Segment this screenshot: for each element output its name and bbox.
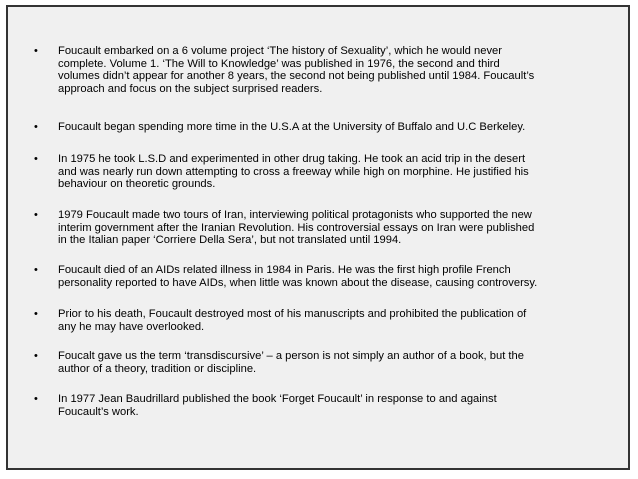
text-line: complete. Volume 1. ‘The Will to Knowledge’ was published in 1976, the second and third	[58, 57, 500, 70]
text-line: and was nearly run down attempting to cross a freeway while high on morphine. He justified his	[58, 165, 529, 178]
bullet-text	[58, 121, 578, 134]
bullet-icon: •	[34, 308, 38, 320]
text-line: In 1977 Jean Baudrillard published the book ‘Forget Foucault’ in response to and against	[58, 393, 497, 405]
text-line: interim government after the Iranian Revolution. His controversial essays on Iran were published	[58, 221, 535, 234]
bullet-icon: •	[34, 153, 38, 165]
text-line: Foucault embarked on a 6 volume project ‘The history of Sexuality’, which he would never	[58, 45, 502, 57]
bullet-text	[58, 209, 578, 247]
text-line: Prior to his death, Foucault destroyed most of his manuscripts and prohibited the publication of	[58, 308, 527, 320]
bullet-icon: •	[34, 264, 38, 276]
text-line: Foucault died of an AIDs related illness in 1984 in Paris. He was the first high profile French	[58, 264, 511, 276]
text-line: 1979 Foucault made two tours of Iran, interviewing political protagonists who supported the new	[58, 209, 532, 221]
bullet-text	[58, 393, 578, 418]
text-line: Foucalt gave us the term ‘transdiscursive’ – a person is not simply an author of a book, but the	[58, 350, 524, 362]
text-line: behaviour on theoretic grounds.	[58, 178, 216, 191]
bullet-text	[58, 45, 578, 95]
text-line: in the Italian paper ‘Corriere Della Sera’, but not translated until 1994.	[58, 234, 402, 247]
text-line: approach and focus on the subject surprised readers.	[58, 82, 323, 95]
text-line: volumes didn’t appear for another 8 years, the second not being published until 1984. Foucault’s	[58, 70, 535, 83]
bullet-icon: •	[34, 209, 38, 221]
bullet-icon: •	[34, 45, 38, 57]
text-line: personality reported to have AIDs, when little was known about the disease, causing controversy.	[58, 276, 538, 289]
text-line: author of a theory, tradition or discipline.	[58, 362, 257, 375]
bullet-icon: •	[34, 350, 38, 362]
bullet-text	[58, 308, 578, 333]
bullet-text	[58, 350, 578, 375]
text-line: any he may have overlooked.	[58, 320, 205, 333]
text-line: In 1975 he took L.S.D and experimented in other drug taking. He took an acid trip in the desert	[58, 153, 526, 165]
bullet-text	[58, 264, 578, 289]
text-line: Foucault began spending more time in the U.S.A at the University of Buffalo and U.C Berkeley.	[58, 121, 526, 133]
bullet-text	[58, 153, 578, 191]
text-line: Foucault’s work.	[58, 405, 139, 418]
bullet-icon: •	[34, 121, 38, 133]
bullet-icon: •	[34, 393, 38, 405]
slide	[6, 5, 630, 470]
